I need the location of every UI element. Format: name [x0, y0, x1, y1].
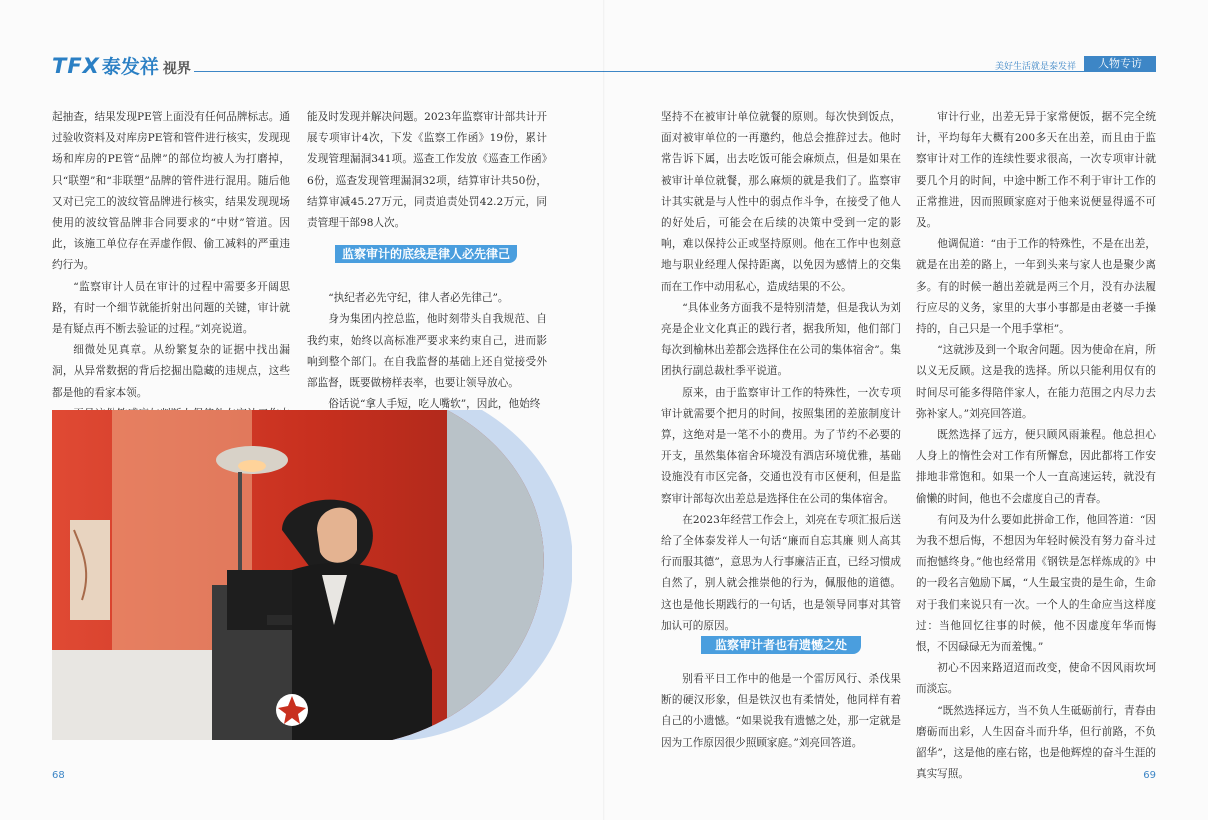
paragraph: “这就涉及到一个取舍问题。因为使命在肩，所以义无反顾。这是我的选择。所以只能利用仅有的时间尽可能多得陪伴家人，在能力范围之内尽力去弥补家人。”刘亮回答道。 — [916, 344, 1156, 420]
section-heading: 监察审计者也有遗憾之处 — [701, 636, 861, 654]
paragraph: 身为集团内控总监，他时刻带头自我规范、自我约束，始终以高标准严要求来约束自己，进而影响到整个部门。在自我监督的基础上还自觉接受外部监督，既要做榜样表率，也要让领导放心。 — [307, 313, 547, 390]
header-rule — [194, 71, 604, 72]
column-1 — [52, 107, 290, 446]
photo-illustration — [52, 410, 572, 740]
paragraph: 起抽查，结果发现PE管上面没有任何品牌标志。通过验收资料及对库房PE管和管件进行核实，发现现场和库房的PE管“品牌”的部位均被人为打磨掉，只“联塑”和“非联塑”品牌的管件进行混用。随后他又对已完工的波纹管品牌进行核实，结果发现现场使用的波纹管品牌非合同要求的“中财”管道。因此，该施工单位存在弄虚作假、偷工减料的严重违约行为。 — [52, 111, 290, 272]
section-heading: 监察审计的底线是律人必先律己 — [335, 245, 517, 263]
paragraph: 审计行业，出差无异于家常便饭，据不完全统计，平均每年大概有200多天在出差，而且由于监察审计对工作的连续性要求很高，一次专项审计就要几个月的时间，中途中断工作不利于审计工作的正常推进，因而照顾家庭对于他来说便显得遥不可及。 — [916, 111, 1156, 230]
paragraph: “既然选择远方，当不负人生砥砺前行，青春由磨砺而出彩，人生因奋斗而升华，但行前路，不负韶华”，这是他的座右铭，也是他辉煌的奋斗生涯的真实写照。 — [916, 704, 1156, 781]
paragraph: 他调侃道：“由于工作的特殊性，不是在出差，就是在出差的路上，一年到头来与家人也是聚少离多。有的时候一趟出差就是两三个月，没有办法履行应尽的义务，家里的大事小事都是由老婆一手操持的，自己只是一个甩手掌柜”。 — [916, 238, 1156, 336]
brand-name: 泰发祥 — [101, 56, 159, 78]
column-4 — [916, 107, 1156, 786]
paragraph: 原来，由于监察审计工作的特殊性，一次专项审计就需要个把月的时间，按照集团的差旅制度计算，这绝对是一笔不小的费用。为了节约不必要的开支，虽然集体宿舍环境没有酒店环境优雅，基础设施没有市区完备，交通也没有市区便利，但是监察审计部每次出差总是选择住在公司的集体宿舍。 — [661, 386, 901, 505]
paragraph: 在2023年经营工作会上，刘亮在专项汇报后送给了全体泰发祥人一句话“廉而自忘其廉 则人高其行而服其德”，意思为人行事廉洁正直，已经习惯成自然了，别人就会推崇他的行为，佩服他的道德。这也是他长期践行的一句话，也是领导同事对其管加认可的原因。 — [661, 513, 901, 632]
paragraph: 能及时发现并解决问题。2023年监察审计部共计开展专项审计4次，下发《监察工作函》19份，累计发现管理漏洞341项。巡查工作发放《巡查工作函》6份，巡查发现管理漏洞32项，结算审计共50份，结算审减45.27万元，同责追责处罚42.2万元，同责管理干部98人次。 — [307, 111, 547, 230]
paragraph: 细微处见真章。从纷繁复杂的证据中找出漏洞，从异常数据的背后挖掘出隐藏的违规点，这些都是他的看家本领。 — [52, 344, 290, 399]
paragraph: 别看平日工作中的他是一个雷厉风行、杀伐果断的硬汉形象，但是铁汉也有柔情处，他同样有着自己的小遗憾。“如果说我有遗憾之处，那一定就是因为工作原因很少照顾家庭。”刘亮回答道。 — [661, 673, 901, 749]
paragraph: 俗话说“拿人手短，吃人嘴软”，因此，他始终 — [328, 398, 541, 411]
speaker-photo — [52, 410, 572, 740]
paragraph: “监察审计人员在审计的过程中需要多开阔思路，有时一个细节就能折射出问题的关键，审计就是有疑点再不断去验证的过程。”刘亮说道。 — [52, 280, 290, 336]
paragraph: 坚持不在被审计单位就餐的原则。每次快到饭点，面对被审单位的一再邀约，他总会推辞过去。他时常告诉下属，出去吃饭可能会麻烦点，但是如果在被审计单位就餐，那么麻烦的就是我们了。监察审计其实就是与人性中的弱点作斗争，在接受了他人的好处后，可能会在后续的决策中受到一定的影响，难以保持公正或坚持原则。他在工作中也刻意地与职业经理人保持距离，以免因为感情上的交集而在工作中动用私心，造成结果的不公。 — [661, 111, 901, 293]
paragraph: “执纪者必先守纪，律人者必先律己”。 — [328, 292, 509, 305]
paragraph: 有问及为什么要如此拼命工作，他回答道：“因为我不想后悔，不想因为年轻时候没有努力奋斗过而抱憾终身。”他也经常用《钢铁是怎样炼成的》中的一段名言勉励下属，“人生最宝贵的是生命，生命对于我们来说只有一次。一个人的生命应当这样度过：当他回忆往事的时候，他不因虚度年华而悔恨，不因碌碌无为而羞愧。” — [916, 513, 1156, 654]
paragraph: 初心不因来路迢迢而改变，使命不因风雨坎坷而淡忘。 — [916, 662, 1156, 696]
column-3 — [661, 107, 901, 754]
paragraph: “具体业务方面我不是特别清楚，但是我认为刘亮是企业文化真正的践行者，据我所知，他们部门每次到榆林出差都会选择住在公司的集体宿舍”。集团执行副总裁杜季平说道。 — [661, 301, 901, 378]
right-page — [604, 0, 1208, 820]
section-tag: 人物专访 — [1084, 56, 1156, 72]
brand-subtitle: 视界 — [162, 61, 191, 77]
brand-logo: TFX — [52, 54, 100, 78]
header-slogan: 美好生活就是泰发祥 — [994, 62, 1076, 72]
paragraph: 既然选择了远方，便只顾风雨兼程。他总担心人身上的惰性会对工作有所懈怠，因此都将工作安排地非常饱和。如果一个人一直高速运转，就没有偷懒的时间，他也不会虚度自己的青春。 — [916, 429, 1156, 505]
magazine-brand — [52, 52, 191, 78]
page-number: 69 — [1143, 770, 1156, 781]
page-number: 68 — [52, 770, 65, 781]
